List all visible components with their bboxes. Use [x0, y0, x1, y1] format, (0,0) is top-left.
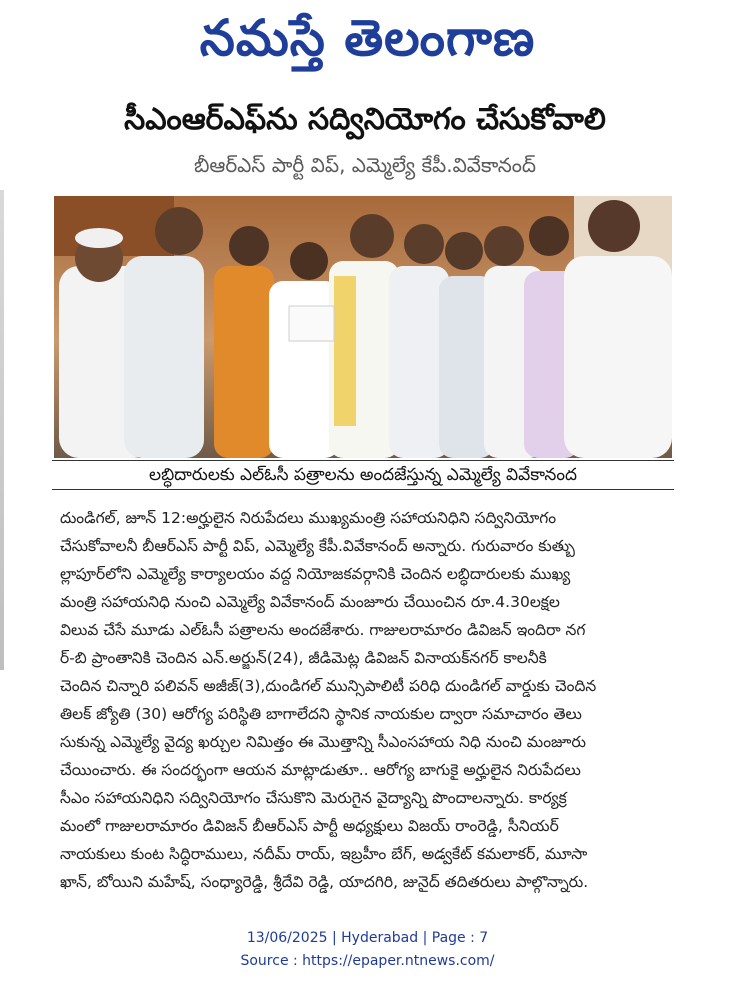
article-subheadline: బీఆర్ఎస్ పార్టీ విప్, ఎమ్మెల్యే కేపీ.వివేకానంద్ [193, 153, 537, 177]
body-line: తిలక్ జ్యోతి (30) ఆరోగ్య పరిస్థితి బాగాలేదని స్థానిక నాయకుల ద్వారా సమాచారం తెలు [60, 705, 582, 723]
photo-caption: లబ్ధిదారులకు ఎల్ఓసీ పత్రాలను అందజేస్తున్న ఎమ్మెల్యే వివేకానంద [149, 465, 577, 485]
body-line: దుండిగల్, జూన్ 12:అర్హులైన నిరుపేదలు ముఖ్యమంత్రి సహాయనిధిని సద్వినియోగం [60, 509, 557, 527]
body-line: విలువ చేసే మూడు ఎల్ఓసీ పత్రాలను అందజేశారు. గాజులరామారం డివిజన్ ఇందిరా నగ [60, 621, 586, 639]
photo-caption-box [52, 460, 674, 490]
news-photo [54, 196, 672, 458]
body-line: సీఎం సహాయనిధిని సద్వినియోగం చేసుకొని మెరుగైన వైద్యాన్ని పొందాలన్నారు. కార్యక్ర [60, 789, 567, 807]
body-line: చేయించారు. ఈ సందర్భంగా ఆయన మాట్లాడుతూ.. ఆరోగ్య బాగుకై అర్హులైన నిరుపేదలు [60, 761, 581, 779]
body-line: సుకున్న ఎమ్మెల్యే వైద్య ఖర్చుల నిమిత్తం ఈ మొత్తాన్ని సీఎంసహాయ నిధి నుంచి మంజూరు [60, 733, 586, 751]
page-edge-shadow [0, 190, 4, 670]
body-line: ర్-బి ప్రాంతానికి చెందిన ఎన్.అర్జున్(24), జీడిమెట్ల డివిజన్ వినాయక్‌నగర్ కాలనీకి [60, 649, 547, 667]
newspaper-masthead [0, 4, 735, 72]
article-headline: సీఎంఆర్ఎఫ్‌ను సద్వినియోగం చేసుకోవాలి [124, 102, 606, 137]
body-line: చేసుకోవాలనీ బీఆర్ఎస్ పార్టీ విప్, ఎమ్మెల్యే కేపీ.వివేకానంద్ అన్నారు. గురువారం కుత్బు [60, 537, 575, 555]
footer-source-line[interactable]: Source : https://epaper.ntnews.com/ [240, 953, 495, 969]
body-line: ఖాన్, బోయిని మహేష్, సంధ్యారెడ్డి, శ్రీదేవి రెడ్డి, యాదగిరి, జునైద్ తదితరులు పాల్గొన్నారు. [60, 873, 589, 891]
masthead-title: నమస్తే తెలంగాణ [199, 8, 536, 67]
body-line: నాయకులు కుంట సిద్ధిరాములు, నదీమ్ రాయ్, ఇబ్రహీం బేగ్, అడ్వకేట్ కమలాకర్, మూసా [60, 845, 588, 863]
group-photo-illustration [54, 196, 672, 458]
footer-date-line: 13/06/2025 | Hyderabad | Page : 7 [246, 930, 489, 946]
body-line: ల్లాపూర్‌లోని ఎమ్మెల్యే కార్యాలయం వద్ద నియోజకవర్గానికి చెందిన లబ్ధిదారులకు ముఖ్య [60, 565, 571, 583]
body-line: చెందిన చిన్నారి పలివన్ అజీజ్(3),దుండిగల్ మున్సిపాలిటీ పరిధి దుండిగల్ వార్డుకు చెందిన [60, 677, 597, 695]
body-line: మంలో గాజులరామారం డివిజన్ బీఆర్ఎస్ పార్టీ అధ్యక్షులు విజయ్ రాంరెడ్డి, సీనియర్ [60, 817, 559, 835]
body-line: మంత్రి సహాయనిధి నుంచి ఎమ్మెల్యే వివేకానంద్ మంజూరు చేయించిన రూ.4.30లక్షల [60, 593, 560, 611]
article-body [60, 504, 670, 896]
